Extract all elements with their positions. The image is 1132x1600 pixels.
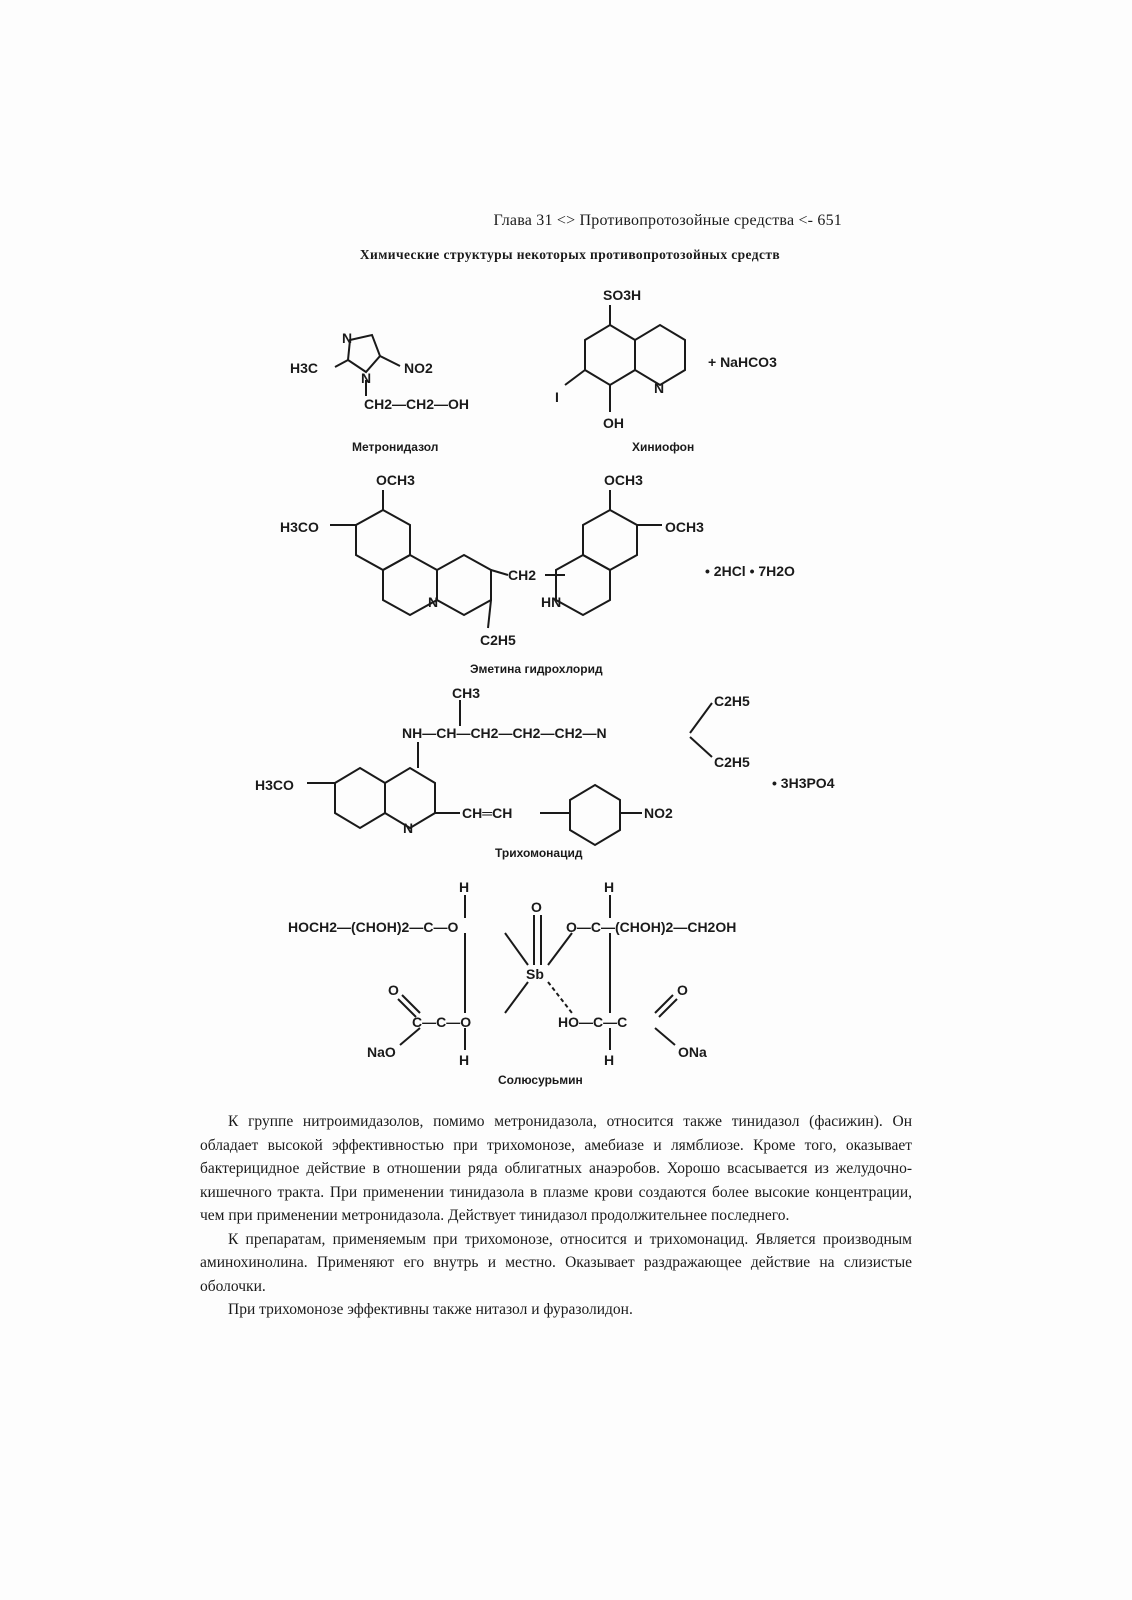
paragraph-3: При трихомонозе эффективны также нитазол и фуразолидон. — [228, 1301, 633, 1318]
solusurmin-o-double: O — [531, 899, 542, 915]
solusurmin-ona: ONa — [678, 1044, 707, 1060]
metronidazole-chain: CH2—CH2—OH — [364, 396, 470, 412]
trichomonacid-no2: NO2 — [644, 805, 673, 821]
emetine-salt: • 2HCl • 7H2O — [705, 563, 795, 579]
metronidazole-n1: N — [361, 370, 372, 386]
solusurmin-h-top-left: H — [459, 879, 470, 895]
chiniofon-n: N — [654, 380, 665, 396]
emetine-hn: HN — [541, 594, 562, 610]
emetine-och3-top-right: OCH3 — [604, 472, 643, 488]
solusurmin-sb: Sb — [526, 966, 544, 982]
emetine-n: N — [428, 594, 439, 610]
emetine-structure — [280, 472, 795, 676]
solusurmin-h-bottom-right: H — [604, 1052, 615, 1068]
trichomonacid-chain: NH—CH—CH2—CH2—CH2—N — [402, 725, 607, 741]
emetine-h3co: H3CO — [280, 519, 319, 535]
solusurmin-structure — [288, 879, 736, 1087]
emetine-och3-top-left: OCH3 — [376, 472, 415, 488]
solusurmin-o-left: O — [388, 982, 399, 998]
solusurmin-left-chain: HOCH2—(CHOH)2—C—O — [288, 919, 459, 935]
metronidazole-h3c: H3C — [290, 360, 319, 376]
trichomonacid-c2h5-top: C2H5 — [714, 693, 750, 709]
solusurmin-c-c-o: C—C—O — [412, 1014, 472, 1030]
paragraph-1: К группе нитроимидазолов, помимо метронидазола, относится также тинидазол (фасижин). Он обладает высокой эффективностью при трихомонозе, амебиазе и лямблиозе. Кроме того, оказывает бактерицидное действие в отношении ряда облигатных анаэробов. Хорошо всасывается из желудочно-кишечного тракта. При применении тинидазола в плазме крови создаются более высокие концентрации, чем при применении метронидазола. Действует тинидазол продолжительнее последнего. — [200, 1113, 912, 1224]
chiniofon-name: Хиниофон — [632, 440, 695, 454]
trichomonacid-salt: • 3H3PO4 — [772, 775, 835, 791]
emetine-name: Эметина гидрохлорид — [470, 662, 603, 676]
chiniofon-iodine: I — [555, 389, 559, 405]
chiniofon-so3h: SO3H — [603, 287, 642, 303]
trichomonacid-name: Трихомонацид — [495, 846, 583, 860]
solusurmin-ho-c-c: HO—C—C — [558, 1014, 628, 1030]
chiniofon-nahco3: + NaHCO3 — [708, 354, 777, 370]
metronidazole-structure — [290, 330, 469, 454]
emetine-och3-right: OCH3 — [665, 519, 704, 535]
running-header: Глава 31 <> Противопротозойные средства <- 651 — [493, 212, 842, 229]
solusurmin-right-chain: O—C—(CHOH)2—CH2OH — [566, 919, 737, 935]
metronidazole-n3: N — [342, 330, 353, 346]
solusurmin-h-top-right: H — [604, 879, 615, 895]
emetine-ch2: CH2 — [508, 567, 537, 583]
solusurmin-name: Солюсурьмин — [498, 1073, 583, 1087]
solusurmin-o-right: O — [677, 982, 688, 998]
metronidazole-no2: NO2 — [404, 360, 433, 376]
emetine-c2h5: C2H5 — [480, 632, 516, 648]
chiniofon-structure — [555, 287, 777, 454]
trichomonacid-c2h5-bottom: C2H5 — [714, 754, 750, 770]
metronidazole-name: Метронидазол — [352, 440, 439, 454]
trichomonacid-n: N — [403, 820, 414, 836]
trichomonacid-h3co: H3CO — [255, 777, 294, 793]
body-text — [200, 1110, 912, 1322]
trichomonacid-ch3: CH3 — [452, 685, 481, 701]
paragraph-2: К препаратам, применяемым при трихомонозе, относится и трихомонацид. Является производным аминохинолина. Применяют его внутрь и местно. Оказывает раздражающее действие на слизистые оболочки. — [200, 1230, 912, 1295]
trichomonacid-vinyl: CH═CH — [462, 805, 513, 821]
solusurmin-h-bottom-left: H — [459, 1052, 470, 1068]
trichomonacid-structure — [255, 685, 835, 860]
figure-title: Химические структуры некоторых противопротозойных средств — [359, 247, 781, 262]
chiniofon-oh: OH — [603, 415, 624, 431]
solusurmin-nao: NaO — [367, 1044, 396, 1060]
